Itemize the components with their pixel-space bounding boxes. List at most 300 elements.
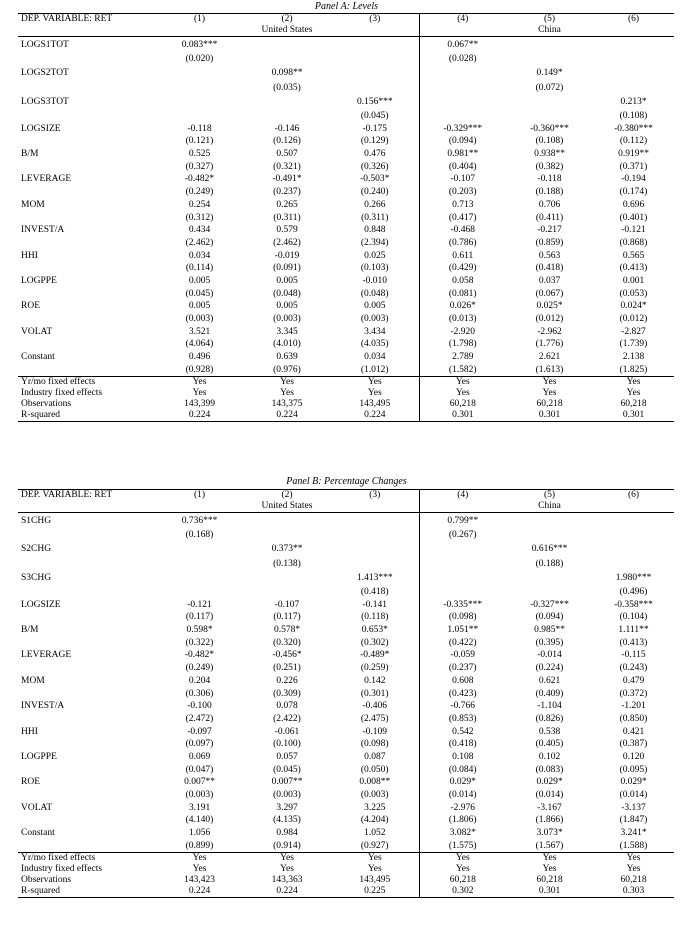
coefficient-cell: 0.981** [419,148,506,162]
coefficient-cell: -0.327*** [530,599,569,610]
standard-error-cell: (0.267) [419,530,506,541]
coefficient-cell: 0.005 [276,276,298,287]
variable-name: B/M [21,625,39,636]
coefficient-cell: 1.111** [618,625,649,636]
coefficient-cell: -0.121 [187,599,212,610]
coefficient-cell: 0.639 [276,352,298,363]
standard-error-cell: (0.014) [535,790,564,801]
variable-name: S1CHG [21,516,52,526]
coefficient-cell [243,94,331,111]
footer-value: 60,218 [536,399,563,410]
standard-error-row [18,54,674,65]
coefficient-cell: 0.373** [271,544,303,555]
empty-cell [18,663,156,674]
footer-row [18,864,674,875]
variable-name: LOGS3TOT [21,96,69,107]
standard-error-cell: (0.053) [619,288,648,299]
standard-error-cell: (0.859) [535,237,564,248]
coefficient-cell: 0.120 [622,752,645,763]
standard-error-cell: (0.240) [360,187,389,198]
standard-error-row [18,238,674,249]
empty-cell [419,25,506,37]
coefficient-cell [331,37,419,55]
standard-error-row [18,688,674,699]
standard-error-cell: (0.259) [360,663,389,674]
standard-error-cell [419,111,506,122]
empty-cell [18,841,156,853]
variable-row [18,541,674,558]
standard-error-cell: (0.100) [273,739,301,750]
standard-error-cell: (0.138) [273,558,301,569]
variable-name: S3CHG [21,572,52,583]
country-row [18,501,674,513]
coefficient-cell: 0.919** [618,149,649,160]
coefficient-cell: -0.456* [272,650,302,661]
standard-error-row [18,339,674,350]
coefficient-cell: -2.920 [419,325,506,339]
standard-error-cell: (4.064) [185,339,214,350]
coefficient-cell: 0.087 [364,752,386,763]
standard-error-cell: (0.418) [419,739,506,750]
empty-cell [593,501,674,513]
coefficient-cell: 3.345 [276,326,298,337]
coefficient-cell [419,94,506,111]
standard-error-cell: (0.083) [535,764,564,775]
coefficient-cell: 0.611 [419,249,506,263]
coefficient-cell [156,541,243,558]
empty-cell [156,25,243,37]
coefficient-cell: -0.107 [419,173,506,187]
coefficient-cell: -0.503* [360,174,390,185]
standard-error-row [18,714,674,725]
coefficient-cell: 0.142 [364,675,386,686]
variable-row [18,173,674,187]
coefficient-cell: -0.175 [362,123,388,134]
footer-row [18,410,674,422]
variable-row [18,122,674,136]
footer-value: Yes [419,864,506,875]
standard-error-cell [156,82,243,93]
coefficient-cell: -2.962 [537,326,562,337]
coefficient-cell: 1.052 [364,828,386,839]
coefficient-cell: 3.521 [188,326,211,337]
column-number: (3) [331,14,419,26]
standard-error-cell: (0.826) [535,713,564,724]
column-number: (2) [243,490,331,502]
footer-value: Yes [243,853,331,865]
footer-label: Observations [21,399,72,410]
variable-row [18,275,674,289]
standard-error-row [18,289,674,300]
coefficient-cell: -0.115 [621,650,646,661]
empty-cell [331,25,419,37]
footer-row [18,399,674,410]
standard-error-cell: (0.405) [535,739,564,750]
standard-error-cell: (0.003) [185,790,214,801]
coefficient-cell: 1.051** [419,624,506,638]
variable-name: MOM [21,675,45,686]
standard-error-cell: (0.020) [185,54,214,65]
empty-cell [593,25,674,37]
coefficient-cell [156,94,243,111]
coefficient-cell: 0.005 [364,301,386,312]
standard-error-row [18,263,674,274]
standard-error-cell: (4.010) [273,339,301,350]
coefficient-cell: 3.241* [620,828,647,839]
standard-error-cell: (0.413) [619,637,648,648]
empty-cell [18,263,156,274]
standard-error-cell: (0.237) [419,663,506,674]
standard-error-cell: (0.014) [619,790,648,801]
footer-value: Yes [156,853,243,865]
standard-error-cell: (1.847) [619,815,648,826]
coefficient-cell: 0.007** [184,777,215,788]
coefficient-cell: -0.019 [274,250,300,261]
coefficient-cell [593,513,674,531]
standard-error-cell: (0.409) [535,688,564,699]
standard-error-cell: (0.853) [419,714,506,725]
standard-error-cell: (2.472) [185,713,214,724]
standard-error-cell: (0.126) [273,136,301,147]
coefficient-cell: -0.491* [272,174,302,185]
coefficient-cell: 0.479 [622,675,645,686]
dep-variable-label: DEP. VARIABLE: RET [18,490,156,502]
coefficient-cell: 0.608 [419,674,506,688]
coefficient-cell: 0.421 [622,726,645,737]
standard-error-cell: (0.311) [273,212,301,223]
standard-error-cell: (0.003) [185,314,214,325]
standard-error-cell: (1.739) [619,339,648,350]
coefficient-cell [506,37,593,55]
footer-value: 60,218 [620,875,647,886]
standard-error-cell: (0.850) [619,713,648,724]
standard-error-row [18,841,674,853]
variable-row [18,801,674,815]
empty-cell [18,558,156,569]
footer-value: 143,363 [271,875,303,886]
empty-cell [18,212,156,223]
empty-cell [156,501,243,513]
standard-error-cell [156,558,243,569]
coefficient-cell: -0.766 [419,700,506,714]
standard-error-cell: (0.327) [185,161,214,172]
footer-row [18,388,674,399]
coefficient-cell: -0.146 [274,123,300,134]
empty-cell [18,162,156,173]
empty-cell [18,111,156,122]
empty-cell [18,238,156,249]
footer-value: Yes [419,377,506,389]
variable-row [18,751,674,765]
variable-row [18,37,674,55]
standard-error-row [18,815,674,826]
standard-error-cell [593,530,674,541]
variable-name: S2CHG [21,544,52,555]
standard-error-cell: (0.899) [185,840,214,851]
variable-name: Constant [21,828,55,839]
footer-label: Yr/mo fixed effects [18,377,156,389]
standard-error-cell: (0.117) [273,612,301,623]
standard-error-cell: (0.188) [535,187,564,198]
coefficient-cell: -0.329*** [419,122,506,136]
footer-value: 0.224 [331,410,419,422]
footer-value: Yes [506,377,593,389]
standard-error-cell: (0.237) [273,187,301,198]
variable-row [18,249,674,263]
coefficient-cell: 0.008** [359,777,391,788]
standard-error-cell [419,82,506,93]
variable-row [18,570,674,587]
footer-label: Industry fixed effects [21,388,103,399]
standard-error-cell: (0.045) [273,764,301,775]
standard-error-cell: (0.048) [360,288,389,299]
coefficient-cell: 3.434 [364,326,386,337]
standard-error-row [18,136,674,147]
coefficient-cell: 0.736*** [181,516,218,526]
empty-cell [18,587,156,598]
standard-error-cell: (0.003) [273,790,301,801]
coefficient-cell: -0.482* [184,174,215,185]
coefficient-cell: 0.226 [276,675,298,686]
coefficient-cell: -2.976 [419,801,506,815]
empty-cell [18,815,156,826]
standard-error-cell: (0.045) [360,110,389,121]
standard-error-row [18,765,674,776]
footer-label: Yr/mo fixed effects [18,853,156,865]
column-number: (2) [243,14,331,26]
coefficient-cell: 0.507 [276,149,298,160]
coefficient-cell: 0.078 [276,701,298,712]
country-row [18,25,674,37]
standard-error-cell: (0.243) [619,663,648,674]
variable-name: LEVERAGE [21,174,72,185]
standard-error-cell: (0.868) [619,237,648,248]
standard-error-cell: (0.112) [619,136,648,147]
standard-error-cell: (0.067) [535,288,564,299]
empty-cell [18,501,156,513]
standard-error-row [18,187,674,198]
footer-value: 0.225 [331,886,419,898]
standard-error-cell: (0.012) [535,314,564,325]
coefficient-cell [506,570,593,587]
coefficient-cell: -0.380*** [614,123,653,134]
standard-error-cell: (0.188) [535,558,564,569]
variable-row [18,94,674,111]
standard-error-cell: (0.104) [619,612,648,623]
footer-value: 0.224 [243,410,331,422]
standard-error-cell: (1.582) [419,365,506,377]
coefficient-cell: 0.434 [188,225,211,236]
footer-value: Yes [367,388,382,399]
coefficient-cell [506,94,593,111]
footer-value: Yes [506,853,593,865]
standard-error-cell: (0.928) [185,364,214,375]
footer-value: 143,375 [271,399,303,410]
country-label-us: United States [243,25,331,37]
standard-error-cell: (0.418) [360,586,389,597]
standard-error-cell: (2.462) [185,237,214,248]
standard-error-row [18,82,674,93]
footer-row [18,853,674,865]
empty-cell [18,765,156,776]
coefficient-cell: -0.061 [274,726,300,737]
coefficient-cell: 0.037 [538,276,561,287]
standard-error-cell: (0.401) [619,212,648,223]
standard-error-cell: (0.411) [535,212,564,223]
standard-error-cell: (0.786) [419,238,506,249]
standard-error-cell: (0.091) [273,263,301,274]
variable-row [18,827,674,841]
footer-value: Yes [542,388,557,399]
coefficient-cell: 0.083*** [181,40,218,50]
empty-cell [18,54,156,65]
coefficient-cell: 0.565 [622,250,645,261]
standard-error-cell: (0.312) [185,212,214,223]
coefficient-cell: 0.254 [188,199,211,210]
coefficient-cell: -0.100 [187,701,212,712]
coefficient-cell: 1.413*** [356,572,393,583]
coefficient-cell: 2.789 [419,351,506,365]
footer-value: Yes [243,377,331,389]
footer-value: Yes [419,388,506,399]
coefficient-cell: 0.496 [188,352,211,363]
variable-name: LEVERAGE [21,650,72,661]
standard-error-cell: (0.320) [273,637,301,648]
coefficient-cell: 0.001 [622,276,645,287]
standard-error-cell [243,587,331,598]
standard-error-cell: (2.422) [273,713,301,724]
standard-error-cell: (2.475) [360,713,389,724]
coefficient-cell: 3.073* [536,828,563,839]
standard-error-cell: (0.251) [273,663,301,674]
standard-error-cell: (0.028) [419,54,506,65]
standard-error-cell: (1.825) [619,364,648,375]
coefficient-cell: 3.082* [419,827,506,841]
standard-error-cell [156,587,243,598]
standard-error-cell: (0.098) [360,739,389,750]
empty-cell [18,25,156,37]
standard-error-cell [331,54,419,65]
standard-error-cell [593,558,674,569]
footer-value: 60,218 [419,399,506,410]
standard-error-cell: (0.117) [185,612,214,623]
coefficient-cell: 0.007** [271,777,303,788]
standard-error-cell [331,82,419,93]
variable-name: INVEST/A [21,225,65,236]
standard-error-cell: (0.372) [619,688,648,699]
standard-error-cell: (0.097) [185,739,214,750]
coefficient-cell: 3.297 [276,802,298,813]
coefficient-cell: 0.025* [536,301,563,312]
coefficient-cell [593,37,674,55]
standard-error-cell: (0.301) [360,688,389,699]
coefficient-cell: 0.149* [536,68,563,79]
column-number: (4) [419,490,506,502]
empty-cell [18,314,156,325]
coefficient-cell: 0.542 [419,725,506,739]
standard-error-cell: (1.613) [535,364,564,375]
coefficient-cell: -3.137 [621,802,646,813]
variable-name: ROE [21,777,40,788]
standard-error-cell: (0.045) [185,288,214,299]
standard-error-cell: (0.095) [619,764,648,775]
standard-error-row [18,558,674,569]
standard-error-cell [506,587,593,598]
coefficient-cell: 0.067** [419,37,506,55]
standard-error-row [18,638,674,649]
standard-error-cell: (0.203) [419,187,506,198]
footer-value: 143,495 [359,399,391,410]
country-label-china: China [506,501,593,513]
header-row [18,14,674,26]
coefficient-cell: 0.848 [364,225,386,236]
standard-error-cell: (0.371) [619,161,648,172]
standard-error-cell: (0.249) [185,663,214,674]
coefficient-cell: 0.069 [188,752,211,763]
coefficient-cell: 1.056 [188,828,211,839]
panel-a-table [18,13,674,422]
standard-error-cell: (0.013) [419,314,506,325]
footer-value: 143,399 [184,399,215,410]
variable-row [18,198,674,212]
column-number: (5) [506,490,593,502]
standard-error-cell: (0.422) [419,638,506,649]
country-label-china: China [506,25,593,37]
variable-name: Constant [21,352,55,363]
footer-label: R-squared [18,410,156,422]
panel-b-title: Panel B: Percentage Changes [286,476,407,487]
column-number: (1) [156,490,243,502]
footer-value: 0.301 [506,410,593,422]
coefficient-cell [506,513,593,531]
panel-b-table [18,489,674,898]
standard-error-cell: (1.806) [419,815,506,826]
variable-row [18,513,674,531]
coefficient-cell: 0.579 [276,225,298,236]
standard-error-cell: (0.118) [361,612,389,623]
footer-label: R-squared [18,886,156,898]
coefficient-cell: 0.026* [419,300,506,314]
footer-value: Yes [331,853,419,865]
standard-error-cell: (0.404) [419,162,506,173]
coefficient-cell [419,570,506,587]
coefficient-cell [593,65,674,82]
coefficient-cell: -0.097 [187,726,212,737]
standard-error-cell: (1.567) [535,840,564,851]
standard-error-row [18,663,674,674]
variable-row [18,725,674,739]
footer-row [18,377,674,389]
standard-error-cell: (0.072) [535,82,564,93]
variable-name: LOGPPE [21,276,57,287]
empty-cell [18,739,156,750]
standard-error-cell: (1.575) [419,841,506,853]
variable-row [18,325,674,339]
standard-error-cell: (0.129) [360,136,389,147]
footer-value: 60,218 [620,399,647,410]
standard-error-row [18,365,674,377]
coefficient-cell [419,65,506,82]
variable-row [18,649,674,663]
footer-value: 0.224 [156,410,243,422]
variable-name: HHI [21,250,38,261]
variable-name: B/M [21,149,39,160]
coefficient-cell [243,37,331,55]
empty-cell [18,289,156,300]
standard-error-cell: (2.462) [273,237,301,248]
empty-cell [18,530,156,541]
coefficient-cell: 0.213* [620,96,647,107]
